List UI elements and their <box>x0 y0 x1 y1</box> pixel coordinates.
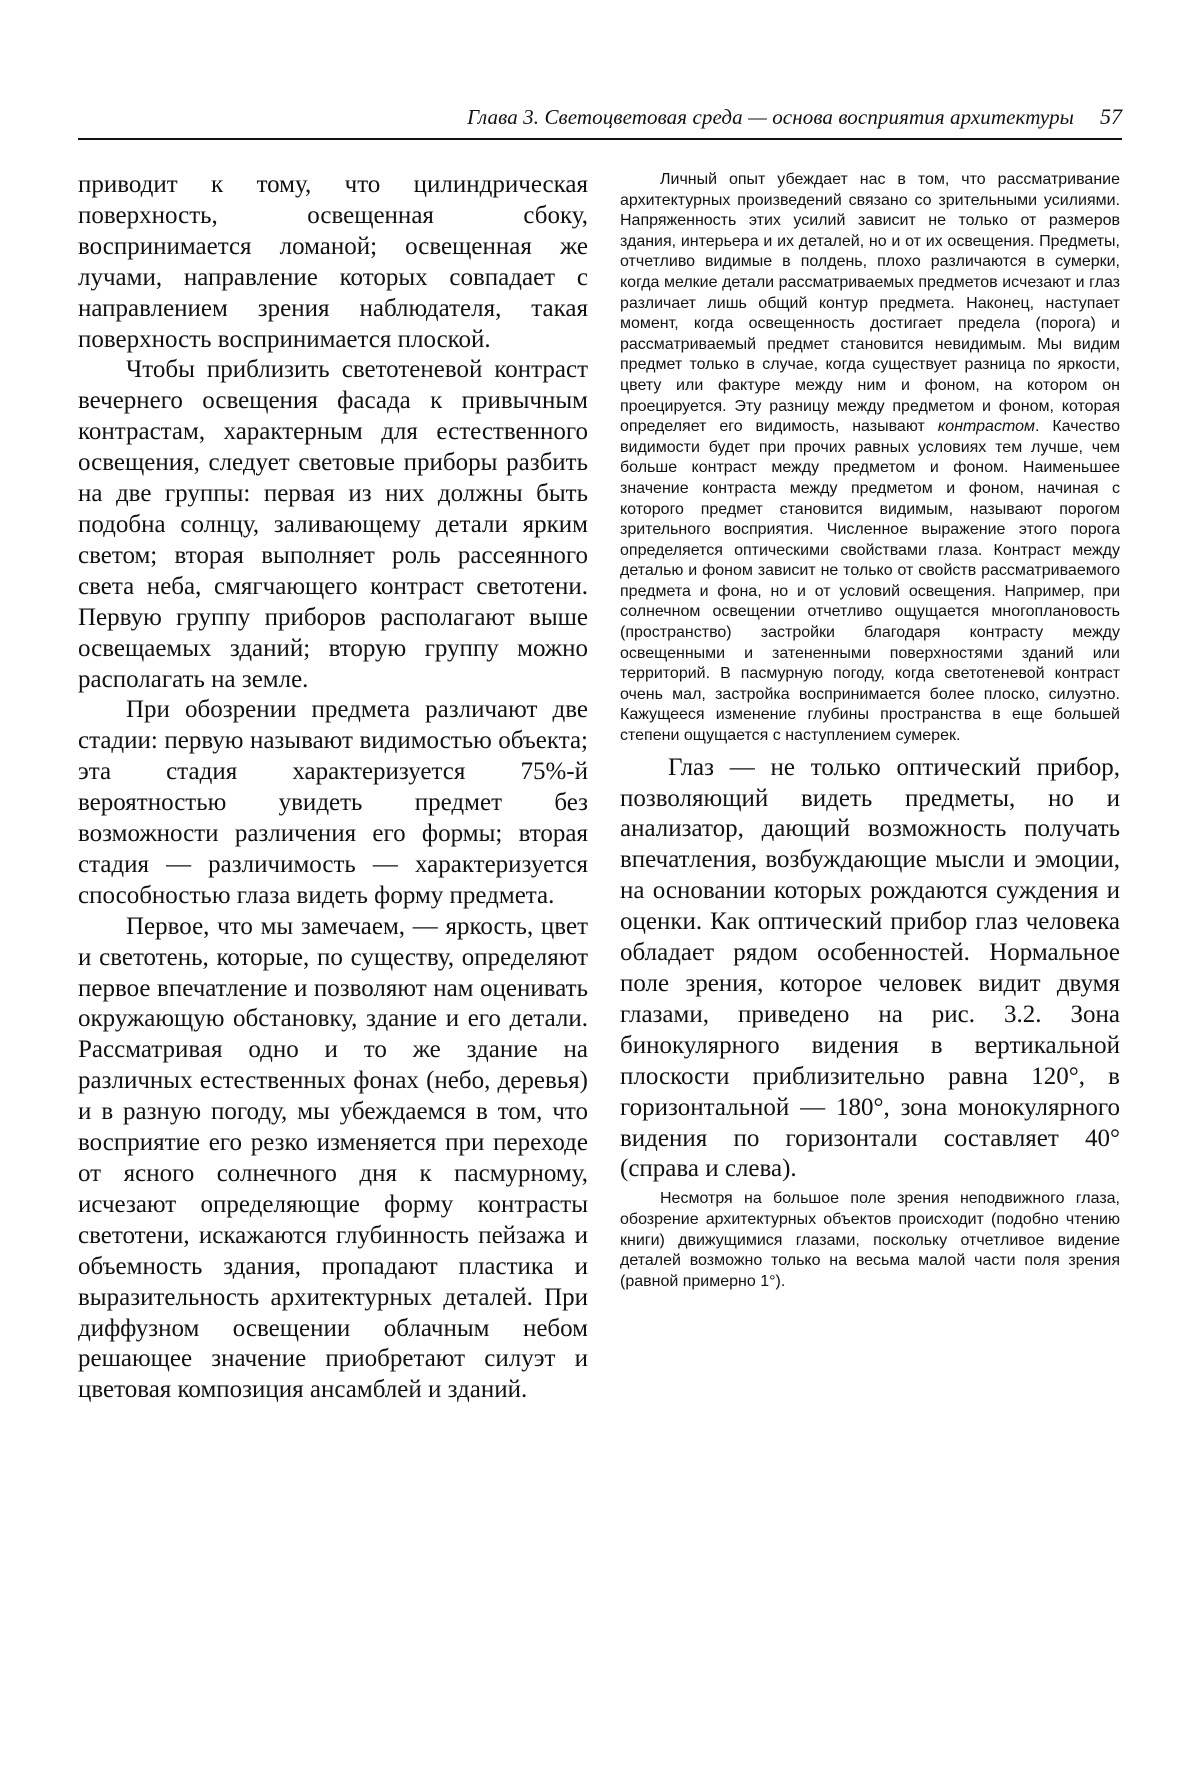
emphasized-term: контрастом <box>937 418 1035 436</box>
text-run: . Качество видимости будет при прочих равных условиях тем лучше, чем больше контраст между предметом и фоном. Наименьшее значение контраста между предметом и фоном, начиная с которого предмет становится видимым, называют порогом зрительного восприятия. Численное выражение этого порога определяется оптическими свойствами глаза. Контраст между деталью и фоном зависит не только от свойств рассматриваемого предмета и фона, но и от условий освещения. Например, при солнечном освещении отчетливо ощущается многоплановость (пространство) застройки благодаря контрасту между освещенными и затененными поверхностями зданий или территорий. В пасмурную погоду, когда светотеневой контраст очень мал, застройка воспринимается более плоско, силуэтно. Кажущееся изменение глубины пространства в еще большей степени ощущается с наступлением сумерек. <box>620 418 1120 745</box>
paragraph: Глаз — не только оптический прибор, позволяющий видеть предметы, но и анализатор, дающий возможность получать впечатления, возбуждающие мысли и эмоции, на основании которых рождаются суждения и оценки. Как оптический прибор глаз человека обладает рядом особенностей. Нормальное поле зрения, которое человек видит двумя глазами, приведено на рис. 3.2. Зона бинокулярного видения в вертикальной плоскости приблизительно равна 120°, в горизонтальной — 180°, зона монокулярного видения по горизонтали составляет 40° (справа и слева). <box>620 753 1120 1183</box>
page-header <box>78 100 1122 140</box>
left-column <box>78 170 588 1406</box>
small-paragraph <box>620 170 1120 747</box>
page-number: 57 <box>1100 104 1122 129</box>
paragraph: При обозрении предмета различают две стадии: первую называют видимостью объекта; эта стадия характеризуется 75%-й вероятностью увидеть предмет без возможности различения его формы; вторая стадия — различимость — характеризуется способностью глаза видеть форму предмета. <box>78 696 588 909</box>
small-paragraph: Несмотря на большое поле зрения неподвижного глаза, обозрение архитектурных объектов происходит (подобно чтению книги) движущимися глазами, поскольку отчетливое видение деталей возможно только на весьма малой части поля зрения (равной примерно 1°). <box>620 1190 1120 1290</box>
text-run: Личный опыт убеждает нас в том, что рассматривание архитектурных произведений связано со зрительными усилиями. Напряженность этих усилий зависит не только от размеров здания, интерьера и их деталей, но и от их освещения. Предметы, отчетливо видимые в полдень, плохо различаются в сумерки, когда мелкие детали рассматриваемых предметов исчезают и глаз различает лишь общий контур предмета. Наконец, наступает момент, когда освещенность достигает предела (порога) и рассматриваемый предмет становится невидимым. Мы видим предмет только в случае, когда существует разница по яркости, цвету или фактуре между ним и фоном, на котором он проецируется. Эту разницу между предметом и фоном, которая определяет его видимость, называют <box>620 171 1120 436</box>
paragraph: Первое, что мы замечаем, — яркость, цвет и светотень, которые, по существу, определяют первое впечатление и позволяют нам оценивать окружающую обстановку, здание и его детали. Рассматривая одно и то же здание на различных естественных фонах (небо, деревья) и в разную погоду, мы убеждаемся в том, что восприятие его резко изменяется при переходе от ясного солнечного дня к пасмурному, исчезают определяющие форму контрасты светотени, искажаются глубинность пейзажа и объемность здания, пропадают пластика и выразительность архитектурных деталей. При диффузном освещении облачным небом решающее значение приобретают силуэт и цветовая композиция ансамблей и зданий. <box>78 912 588 1404</box>
running-head: Глава 3. Светоцветовая среда — основа восприятия архитектуры <box>467 105 1074 129</box>
paragraph: Чтобы приблизить светотеневой контраст вечернего освещения фасада к привычным контрастам, характерным для естественного освещения, следует световые приборы разбить на две группы: первая из них должны быть подобна солнцу, заливающему детали ярким светом; вторая выполняет роль рассеянного света неба, смягчающего контраст светотени. Первую группу приборов располагают выше освещаемых зданий; вторую группу можно располагать на земле. <box>78 356 588 693</box>
right-column <box>620 170 1120 1292</box>
paragraph: приводит к тому, что цилиндрическая поверхность, освещенная сбоку, воспринимается ломаной; освещенная же лучами, направление которых совпадает с направлением зрения наблюдателя, такая поверхность воспринимается плоской. <box>78 171 588 353</box>
